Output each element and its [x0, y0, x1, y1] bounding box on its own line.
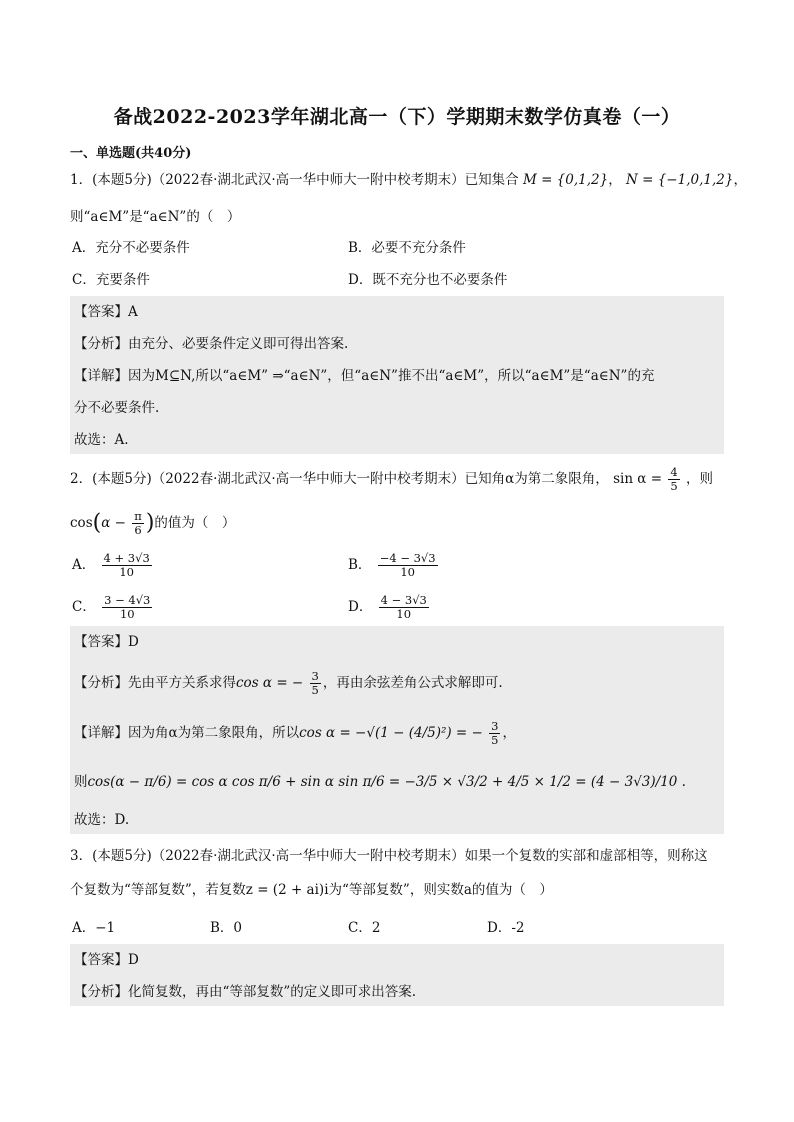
q2-pi-fraction	[132, 510, 144, 537]
q2-detail-expr: cos α = −√(1 − (4/5)²) = −	[299, 725, 483, 741]
q2-calc-prefix: 则	[74, 774, 88, 790]
q2-option-a-num: 4 + 3√3	[103, 551, 150, 565]
q2-option-d-fraction	[379, 594, 429, 621]
q2-answer-box	[70, 626, 724, 834]
q2-sin-lhs: sin α =	[613, 471, 663, 487]
q3-answer-box	[70, 944, 724, 1006]
q3-answer: 【答案】D	[74, 952, 139, 968]
q1-set-n: N = {−1,0,1,2}	[626, 172, 734, 188]
q1-detail-line2: 分不必要条件.	[74, 400, 160, 416]
q2-stem-end: ，则	[685, 471, 713, 487]
q2-option-a-fraction	[102, 552, 152, 579]
q2-option-b-num: −4 − 3√3	[379, 551, 436, 565]
q1-option-c: C．充要条件	[72, 272, 150, 288]
q2-detail-end: ，	[502, 725, 516, 741]
q2-option-a-den: 10	[119, 565, 134, 579]
q2-analysis-expr: cos α = −	[236, 675, 304, 691]
q1-stem-text: 1．(本题5分)（2022春·湖北武汉·高一华中师大一附中校考期末）已知集合	[70, 172, 519, 188]
q2-analysis-end: ，再由余弦差角公式求解即可.	[322, 675, 503, 691]
q1-stem-end: ，	[733, 172, 747, 188]
q1-detail-line1: 【详解】因为M⊆N,所以“a∈M” ⇒“a∈N”，但“a∈N”推不出“a∈M”，所以“a∈M”是“a∈N”的充	[74, 368, 655, 384]
q1-stem-line2: 则“a∈M”是“a∈N”的（ ）	[70, 209, 241, 225]
q2-choice: 故选：D.	[74, 812, 130, 828]
q1-option-d: D．既不充分也不必要条件	[348, 272, 508, 288]
q2-option-d-label: D．	[348, 599, 373, 615]
q2-calc-expr: cos(α − π/6) = cos α cos π/6 + sin α sin π/6 = −3/5 × √3/2 + 4/5 × 1/2 = (4 − 3√3)/10 .	[87, 774, 686, 790]
q2-calc	[74, 772, 686, 792]
q1-set-m: M = {0,1,2}	[522, 172, 609, 188]
q3-option-a: A．−1	[72, 920, 116, 936]
q3-option-b: B．0	[210, 920, 243, 936]
q1-stem-line1	[70, 170, 747, 190]
q2-answer: 【答案】D	[74, 634, 139, 650]
q2-option-c-num: 3 − 4√3	[104, 593, 151, 607]
q2-option-b-label: B．	[348, 557, 372, 573]
q1-option-b: B．必要不充分条件	[348, 240, 466, 256]
q2-option-b-fraction	[378, 552, 438, 579]
q2-six: 6	[134, 523, 142, 537]
q2-detail-text: 【详解】因为角α为第二象限角，所以	[74, 725, 300, 741]
q2-option-d-num: 4 − 3√3	[380, 593, 427, 607]
q1-option-a: A．充分不必要条件	[72, 240, 190, 256]
q2-option-a	[72, 552, 154, 579]
q2-option-d	[348, 594, 431, 621]
page-title: 备战2022-2023学年湖北高一（下）学期期末数学仿真卷（一）	[113, 106, 681, 128]
q2-analysis-fraction	[310, 670, 321, 697]
q2-stem-text: 2．(本题5分)（2022春·湖北武汉·高一华中师大一附中校考期末）已知角α为第二象限角，	[70, 471, 609, 487]
q1-answer-box	[70, 296, 724, 454]
q2-option-c-fraction	[102, 594, 152, 621]
q2-cos-lhs: cos	[70, 515, 93, 531]
q3-option-d: D．-2	[487, 920, 525, 936]
q2-stem-line1	[70, 466, 713, 493]
q2-sin-fraction	[668, 466, 679, 493]
q2-option-a-label: A．	[72, 557, 96, 573]
q2-option-c-den: 10	[119, 607, 135, 621]
q1-analysis: 【分析】由充分、必要条件定义即可得出答案.	[74, 336, 349, 352]
q3-stem-line2: 个复数为“等部复数”，若复数z = (2 + ai)i为“等部复数”，则实数a的值为（ ）	[70, 882, 553, 898]
q2-analysis	[74, 670, 503, 697]
q2-pi: π	[134, 509, 142, 523]
q2-analysis-den: 5	[311, 683, 319, 697]
q2-detail-den: 5	[491, 733, 499, 747]
q3-stem-line1: 3．(本题5分)（2022春·湖北武汉·高一华中师大一附中校考期末）如果一个复数的实部和虚部相等，则称这	[70, 848, 708, 864]
q1-answer: 【答案】A	[74, 304, 138, 320]
q3-analysis: 【分析】化简复数，再由“等部复数”的定义即可求出答案.	[74, 984, 417, 1000]
q2-option-b	[348, 552, 440, 579]
q2-stem-line2: cos(α − $\frac{\pi}{6}$ )的值为（ ）	[70, 509, 236, 537]
q2-option-c	[72, 594, 154, 621]
q2-option-c-label: C．	[72, 599, 96, 615]
q2-option-d-den: 10	[396, 607, 412, 621]
q2-stem-line2-end: 的值为（ ）	[154, 515, 236, 531]
q2-analysis-text: 【分析】先由平方关系求得	[74, 675, 236, 691]
q1-choice: 故选：A.	[74, 432, 129, 448]
q2-detail	[74, 720, 516, 747]
q2-detail-num: 3	[491, 719, 499, 733]
section-heading: 一、单选题(共40分)	[70, 146, 192, 161]
q1-separator: ，	[608, 172, 622, 188]
q2-sin-den: 5	[670, 479, 678, 493]
q2-option-b-den: 10	[400, 565, 415, 579]
q2-detail-fraction	[489, 720, 500, 747]
q2-analysis-num: 3	[311, 669, 319, 683]
q2-cos-inner: α −	[101, 515, 126, 531]
q2-sin-num: 4	[670, 465, 678, 479]
q3-option-c: C．2	[348, 920, 381, 936]
